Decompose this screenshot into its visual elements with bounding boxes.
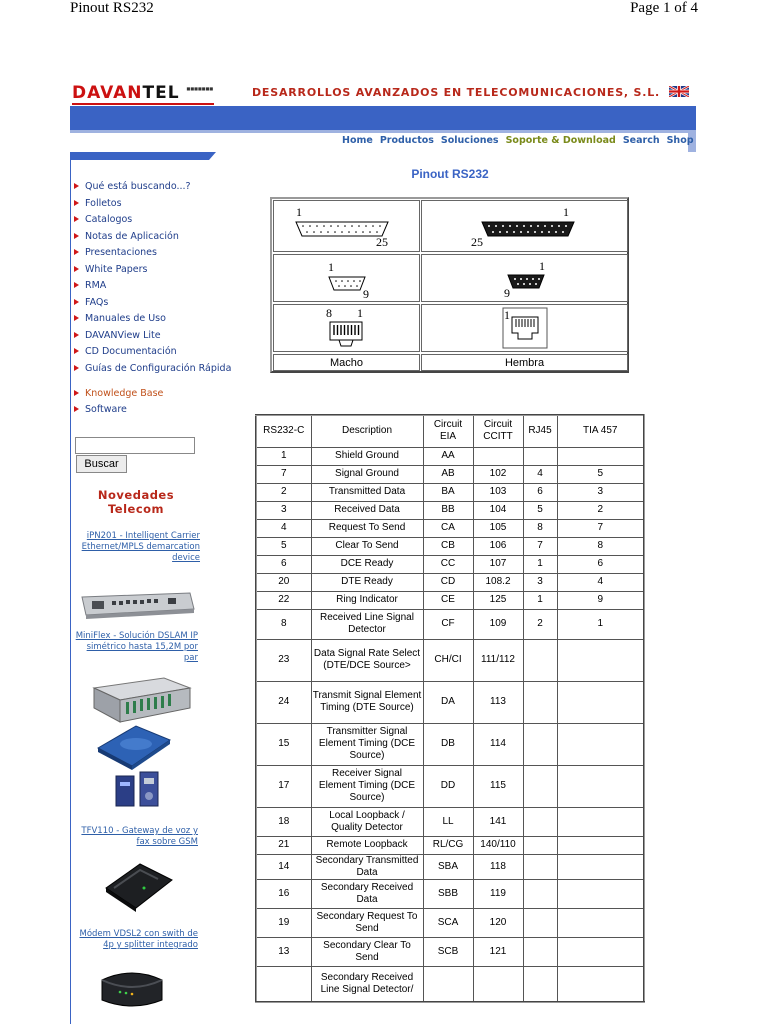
rj45-male-connector-icon [329, 321, 363, 347]
table-cell: CD [423, 573, 473, 591]
table-cell: CE [423, 591, 473, 609]
table-cell: 18 [256, 807, 311, 836]
table-cell: 8 [256, 609, 311, 639]
table-cell [557, 807, 644, 836]
table-cell: 106 [473, 537, 523, 555]
header-cell: TIA 457 [557, 415, 644, 447]
db9-female-pin-first: 1 [539, 259, 545, 273]
table-cell: 8 [557, 537, 644, 555]
table-cell: BB [423, 501, 473, 519]
uk-flag-icon[interactable] [669, 86, 689, 97]
table-cell: DTE Ready [311, 573, 423, 591]
sidebar-item-faqs[interactable]: FAQs [74, 297, 231, 314]
table-cell [523, 681, 557, 723]
sidebar-item-white-papers[interactable]: White Papers [74, 264, 231, 281]
news-link-miniflex[interactable]: MiniFlex - Solución DSLAM IP simétrico hasta 15,2M por par [75, 631, 198, 663]
rj45-male-cell [273, 304, 420, 352]
sidebar-item-que-esta-buscando[interactable]: Qué está buscando...? [74, 181, 231, 198]
db9-male-connector-icon [327, 276, 367, 291]
header-cell: Description [311, 415, 423, 447]
table-cell: AB [423, 465, 473, 483]
table-row [256, 854, 644, 879]
table-cell: 5 [557, 465, 644, 483]
table-cell: 4 [557, 573, 644, 591]
page-title: Pinout RS232 [411, 167, 489, 181]
table-cell: Secondary Received Line Signal Detector/ [311, 966, 423, 1002]
table-cell: Request To Send [311, 519, 423, 537]
table-cell [523, 807, 557, 836]
rj45-male-pin-right: 1 [357, 306, 363, 320]
table-cell [473, 966, 523, 1002]
sidebar-item-guias[interactable]: Guías de Configuración Rápida [74, 363, 231, 388]
sidebar-menu [74, 181, 231, 421]
header-cell: RS232-C [256, 415, 311, 447]
table-row [256, 519, 644, 537]
table-row [256, 723, 644, 765]
table-row [256, 483, 644, 501]
table-cell: 22 [256, 591, 311, 609]
header-cell: Circuit EIA [423, 415, 473, 447]
table-cell [523, 639, 557, 681]
table-cell: DB [423, 723, 473, 765]
table-cell: Remote Loopback [311, 836, 423, 854]
table-cell [523, 937, 557, 966]
table-cell [557, 879, 644, 908]
table-cell: 6 [557, 555, 644, 573]
table-cell [473, 447, 523, 465]
table-cell: 115 [473, 765, 523, 807]
logo-underline [72, 103, 214, 105]
table-cell: Secondary Clear To Send [311, 937, 423, 966]
table-cell: 8 [523, 519, 557, 537]
table-cell [523, 723, 557, 765]
sidebar-item-presentaciones[interactable]: Presentaciones [74, 247, 231, 264]
table-cell: 125 [473, 591, 523, 609]
table-cell [557, 836, 644, 854]
table-row [256, 591, 644, 609]
product-image-router-blue[interactable] [96, 722, 172, 770]
nav-soporte-download[interactable]: Soporte & Download [505, 135, 616, 146]
nav-soluciones[interactable]: Soluciones [440, 135, 499, 146]
db25-male-pin-first: 1 [296, 205, 302, 219]
logo-dots-decoration: ▪▪▪▪▪▪▪ [186, 84, 213, 93]
table-cell [557, 681, 644, 723]
table-cell: 15 [256, 723, 311, 765]
table-cell: 6 [256, 555, 311, 573]
table-cell [557, 966, 644, 1002]
table-cell: 3 [256, 501, 311, 519]
sidebar-header-bar [70, 152, 209, 160]
table-row [256, 537, 644, 555]
table-cell: Receiver Signal Element Timing (DCE Source) [311, 765, 423, 807]
table-cell: 5 [256, 537, 311, 555]
nav-shop[interactable]: Shop [666, 135, 694, 146]
sidebar-item-rma[interactable]: RMA [74, 280, 231, 297]
db9-male-pin-first: 1 [328, 260, 334, 274]
table-cell: 113 [473, 681, 523, 723]
table-cell: 19 [256, 908, 311, 937]
table-row [256, 681, 644, 723]
header-blue-band [70, 106, 696, 130]
sidebar-item-cd-documentacion[interactable]: CD Documentación [74, 346, 231, 363]
table-cell: Secondary Received Data [311, 879, 423, 908]
male-label-cell [273, 354, 420, 371]
table-cell: Transmitted Data [311, 483, 423, 501]
table-cell: 20 [256, 573, 311, 591]
table-cell: 6 [523, 483, 557, 501]
table-cell: Ring Indicator [311, 591, 423, 609]
table-cell: 121 [473, 937, 523, 966]
table-cell [423, 966, 473, 1002]
table-cell: 108.2 [473, 573, 523, 591]
table-cell: 4 [256, 519, 311, 537]
table-cell [557, 447, 644, 465]
table-cell [523, 854, 557, 879]
header-cell: Circuit CCITT [473, 415, 523, 447]
sidebar-item-notas-aplicacion[interactable]: Notas de Aplicación [74, 231, 231, 248]
search-button[interactable]: Buscar [76, 455, 127, 473]
product-image-vdsl2-modem[interactable] [98, 966, 166, 1012]
table-cell: 118 [473, 854, 523, 879]
db9-male-cell [273, 254, 420, 302]
table-cell: 3 [557, 483, 644, 501]
table-cell: Data Signal Rate Select (DTE/DCE Source> [311, 639, 423, 681]
table-cell: 111/112 [473, 639, 523, 681]
table-cell: BA [423, 483, 473, 501]
table-row [256, 465, 644, 483]
product-image-tfv110[interactable] [114, 770, 162, 810]
sidebar-item-catalogos[interactable]: Catalogos [74, 214, 231, 231]
db9-female-pin-last: 9 [504, 286, 510, 300]
table-cell [523, 447, 557, 465]
table-cell: SBA [423, 854, 473, 879]
table-cell: Clear To Send [311, 537, 423, 555]
table-cell [523, 908, 557, 937]
pinout-table-body [256, 415, 644, 1002]
search-input[interactable] [75, 437, 195, 454]
table-cell: DD [423, 765, 473, 807]
table-cell: 7 [256, 465, 311, 483]
product-image-miniflex[interactable] [90, 676, 192, 724]
table-cell [557, 854, 644, 879]
table-cell: 1 [256, 447, 311, 465]
sidebar-item-knowledge-base[interactable]: Knowledge Base [74, 388, 231, 405]
db25-female-pin-first: 1 [563, 205, 569, 219]
table-row [256, 447, 644, 465]
db25-female-pin-last: 25 [471, 235, 483, 249]
table-cell [557, 908, 644, 937]
table-cell [557, 639, 644, 681]
connector-diagram-table [270, 197, 629, 373]
table-cell: Received Line Signal Detector [311, 609, 423, 639]
table-cell [557, 765, 644, 807]
sidebar-item-software[interactable]: Software [74, 404, 231, 421]
table-cell: 7 [523, 537, 557, 555]
table-row [256, 765, 644, 807]
table-cell: 105 [473, 519, 523, 537]
table-cell [523, 765, 557, 807]
table-cell: Signal Ground [311, 465, 423, 483]
table-cell: 21 [256, 836, 311, 854]
table-cell: Shield Ground [311, 447, 423, 465]
pinout-table [255, 414, 645, 1003]
table-cell: CB [423, 537, 473, 555]
table-cell: 102 [473, 465, 523, 483]
db9-male-pin-last: 9 [363, 287, 369, 301]
table-row [256, 555, 644, 573]
table-cell: CH/CI [423, 639, 473, 681]
table-row [256, 501, 644, 519]
table-row [256, 879, 644, 908]
table-cell: 14 [256, 854, 311, 879]
company-name: DESARROLLOS AVANZADOS EN TELECOMUNICACIONES, S.L. [252, 86, 661, 99]
sidebar-border [70, 160, 71, 1024]
male-label: Macho [329, 357, 364, 369]
table-cell: RL/CG [423, 836, 473, 854]
table-cell: 5 [523, 501, 557, 519]
table-cell: 24 [256, 681, 311, 723]
table-row [256, 908, 644, 937]
table-cell: CA [423, 519, 473, 537]
table-cell: 114 [473, 723, 523, 765]
table-cell: 109 [473, 609, 523, 639]
print-page-number: Page 1 of 4 [630, 0, 698, 16]
sidebar-item-manuales[interactable]: Manuales de Uso [74, 313, 231, 330]
table-cell: Transmitter Signal Element Timing (DCE Source) [311, 723, 423, 765]
table-cell: DCE Ready [311, 555, 423, 573]
table-cell: 4 [523, 465, 557, 483]
table-cell [523, 879, 557, 908]
db9-female-cell [421, 254, 628, 302]
table-cell: 2 [256, 483, 311, 501]
table-cell [523, 966, 557, 1002]
table-cell: LL [423, 807, 473, 836]
female-label: Hembra [504, 357, 545, 369]
db25-male-cell [273, 200, 420, 252]
table-row [256, 807, 644, 836]
table-cell [557, 723, 644, 765]
table-cell: 2 [523, 609, 557, 639]
table-cell [523, 836, 557, 854]
db25-female-cell [421, 200, 628, 252]
logo-accent-text: TEL [142, 83, 180, 103]
news-heading: Novedades Telecom [97, 488, 175, 516]
header-band-shadow [70, 130, 696, 133]
table-cell: 7 [557, 519, 644, 537]
logo-main-text: DAVAN [72, 83, 143, 103]
table-row [256, 609, 644, 639]
table-cell: DA [423, 681, 473, 723]
davantel-logo[interactable] [72, 83, 218, 103]
table-cell: CC [423, 555, 473, 573]
print-title: Pinout RS232 [70, 0, 154, 16]
table-row [256, 937, 644, 966]
header-cell: RJ45 [523, 415, 557, 447]
table-cell: 13 [256, 937, 311, 966]
product-image-gateway-black[interactable] [104, 860, 174, 912]
nav-search[interactable]: Search [622, 135, 660, 146]
top-navigation [342, 135, 694, 146]
table-row [256, 836, 644, 854]
product-image-ipn201[interactable] [78, 589, 196, 619]
table-cell: 23 [256, 639, 311, 681]
news-link-ipn201[interactable]: iPN201 - Intelligent Carrier Ethernet/MPLS demarcation device [81, 531, 200, 563]
table-cell: 2 [557, 501, 644, 519]
table-cell: 107 [473, 555, 523, 573]
table-cell: 16 [256, 879, 311, 908]
rj45-female-pin-first: 1 [504, 308, 510, 322]
table-cell: Secondary Request To Send [311, 908, 423, 937]
table-cell: 119 [473, 879, 523, 908]
table-cell: 120 [473, 908, 523, 937]
table-cell: Received Data [311, 501, 423, 519]
rj45-male-pin-left: 8 [326, 306, 332, 320]
nav-home[interactable]: Home [342, 135, 373, 146]
table-cell: 3 [523, 573, 557, 591]
table-cell: 1 [523, 555, 557, 573]
rj45-female-cell [421, 304, 628, 352]
table-cell [256, 966, 311, 1002]
table-row [256, 966, 644, 1002]
table-cell: 103 [473, 483, 523, 501]
table-cell: Secondary Transmitted Data [311, 854, 423, 879]
db25-male-pin-last: 25 [376, 235, 388, 249]
table-cell: 104 [473, 501, 523, 519]
sidebar-item-davanview[interactable]: DAVANView Lite [74, 330, 231, 347]
db9-female-connector-icon [506, 274, 546, 289]
female-label-cell [421, 354, 628, 371]
news-link-vdsl2[interactable]: Módem VDSL2 con swith de 4p y splitter integrado [79, 929, 198, 950]
news-link-tfv110[interactable]: TFV110 - Gateway de voz y fax sobre GSM [81, 826, 198, 847]
table-row [256, 639, 644, 681]
table-cell: SCA [423, 908, 473, 937]
pinout-header-row [256, 415, 644, 447]
table-cell: AA [423, 447, 473, 465]
table-cell: CF [423, 609, 473, 639]
table-cell: 140/110 [473, 836, 523, 854]
sidebar-item-folletos[interactable]: Folletos [74, 198, 231, 215]
table-row [256, 573, 644, 591]
nav-productos[interactable]: Productos [379, 135, 434, 146]
table-cell: 17 [256, 765, 311, 807]
table-cell: SBB [423, 879, 473, 908]
table-cell: 1 [523, 591, 557, 609]
db25-female-connector-icon [480, 221, 576, 237]
table-cell: 1 [557, 609, 644, 639]
table-cell: Local Loopback / Quality Detector [311, 807, 423, 836]
table-cell: SCB [423, 937, 473, 966]
table-cell [557, 937, 644, 966]
table-cell: Transmit Signal Element Timing (DTE Source) [311, 681, 423, 723]
table-cell: 9 [557, 591, 644, 609]
table-cell: 141 [473, 807, 523, 836]
